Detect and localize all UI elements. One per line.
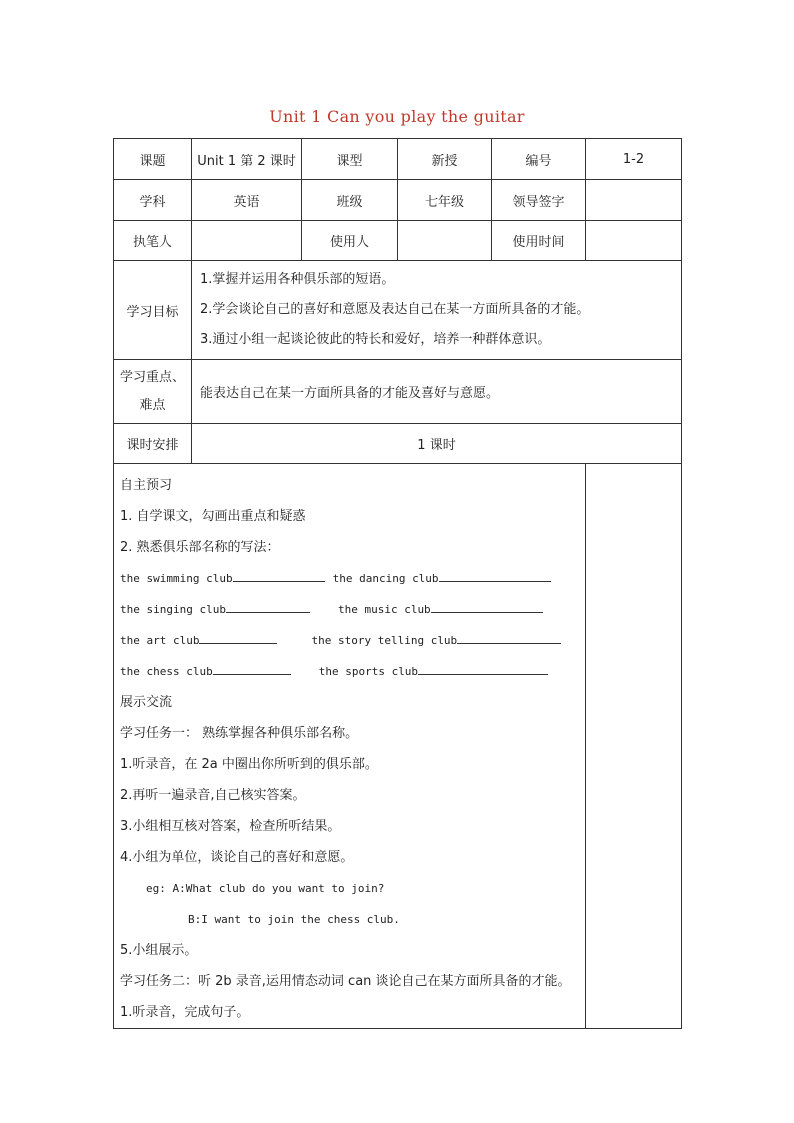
- answer-blank[interactable]: [439, 569, 551, 582]
- lesson-type-label: 课型: [302, 139, 398, 180]
- class-value: 七年级: [398, 180, 492, 221]
- club-line: [120, 625, 585, 656]
- task-1-step: 4.小组为单位，谈论自己的喜好和意愿。: [120, 850, 354, 865]
- club-line: [120, 594, 585, 625]
- header-row-3: [114, 221, 682, 261]
- author-label: 执笔人: [114, 221, 192, 261]
- goal-item: 3.通过小组一起谈论彼此的特长和爱好，培养一种群体意识。: [200, 332, 551, 347]
- use-time-label: 使用时间: [492, 221, 586, 261]
- exchange-heading: 展示交流: [120, 695, 173, 710]
- focus-label-line: 难点: [139, 397, 166, 413]
- number-label: 编号: [492, 139, 586, 180]
- goals-content: [192, 261, 682, 360]
- answer-blank[interactable]: [199, 631, 277, 644]
- topic-value: Unit 1 第 2 课时: [192, 139, 302, 180]
- schedule-row: [114, 424, 682, 464]
- use-time-value: [586, 221, 682, 261]
- header-row-2: [114, 180, 682, 221]
- goals-label: 学习目标: [114, 261, 192, 360]
- preview-item: 1. 自学课文，勾画出重点和疑惑: [120, 509, 306, 524]
- example-a: eg: A:What club do you want to join?: [146, 882, 385, 895]
- club-name: the sports club: [318, 665, 419, 678]
- notes-column: [586, 464, 682, 1029]
- header-row-1: [114, 139, 682, 180]
- goal-item: 1.掌握并运用各种俱乐部的短语。: [200, 272, 395, 287]
- goal-item: 2.学会谈论自己的喜好和意愿及表达自己在某一方面所具备的才能。: [200, 302, 590, 317]
- answer-blank[interactable]: [418, 662, 548, 675]
- number-value: 1-2: [586, 139, 682, 180]
- author-value: [192, 221, 302, 261]
- task-1-step: 5.小组展示。: [120, 943, 198, 958]
- focus-label: [114, 360, 192, 424]
- subject-value: 英语: [192, 180, 302, 221]
- leader-sign-value: [586, 180, 682, 221]
- preview-item: 2. 熟悉俱乐部名称的写法：: [120, 540, 280, 555]
- focus-row: [114, 360, 682, 424]
- preview-heading: 自主预习: [120, 478, 173, 493]
- club-name: the story telling club: [311, 634, 458, 647]
- topic-label: 课题: [114, 139, 192, 180]
- body-row: [114, 464, 682, 1029]
- task-1-title: 学习任务一： 熟练掌握各种俱乐部名称。: [120, 726, 359, 741]
- answer-blank[interactable]: [233, 569, 325, 582]
- club-name: the singing club: [120, 603, 226, 616]
- goals-row: [114, 261, 682, 360]
- club-name: the swimming club: [120, 572, 233, 585]
- answer-blank[interactable]: [226, 600, 310, 613]
- club-name: the dancing club: [332, 572, 439, 585]
- task-1-step: 3.小组相互核对答案，检查所听结果。: [120, 819, 341, 834]
- answer-blank[interactable]: [457, 631, 561, 644]
- answer-blank[interactable]: [213, 662, 291, 675]
- user-label: 使用人: [302, 221, 398, 261]
- schedule-value: 1 课时: [192, 424, 682, 464]
- leader-sign-label: 领导签字: [492, 180, 586, 221]
- club-name: the music club: [337, 603, 431, 616]
- schedule-label: 课时安排: [114, 424, 192, 464]
- class-label: 班级: [302, 180, 398, 221]
- club-line: [120, 563, 585, 594]
- subject-label: 学科: [114, 180, 192, 221]
- page-title: Unit 1 Can you play the guitar: [269, 107, 525, 126]
- focus-content: 能表达自己在某一方面所具备的才能及喜好与意愿。: [192, 360, 682, 424]
- body-content: [114, 464, 586, 1029]
- club-line: [120, 656, 585, 687]
- focus-label-line: 学习重点、: [119, 369, 185, 385]
- task-2-step: 1.听录音，完成句子。: [120, 1005, 250, 1020]
- lesson-plan-table: [113, 138, 682, 1029]
- club-name: the art club: [120, 634, 200, 647]
- task-1-step: 1.听录音，在 2a 中圈出你所听到的俱乐部。: [120, 757, 378, 772]
- task-2-title: 学习任务二：听 2b 录音,运用情态动词 can 谈论自己在某方面所具备的才能。: [120, 974, 571, 989]
- lesson-type-value: 新授: [398, 139, 492, 180]
- example-b: B:I want to join the chess club.: [188, 913, 400, 926]
- club-name: the chess club: [120, 665, 213, 678]
- answer-blank[interactable]: [431, 600, 543, 613]
- task-1-step: 2.再听一遍录音,自己核实答案。: [120, 788, 306, 803]
- user-value: [398, 221, 492, 261]
